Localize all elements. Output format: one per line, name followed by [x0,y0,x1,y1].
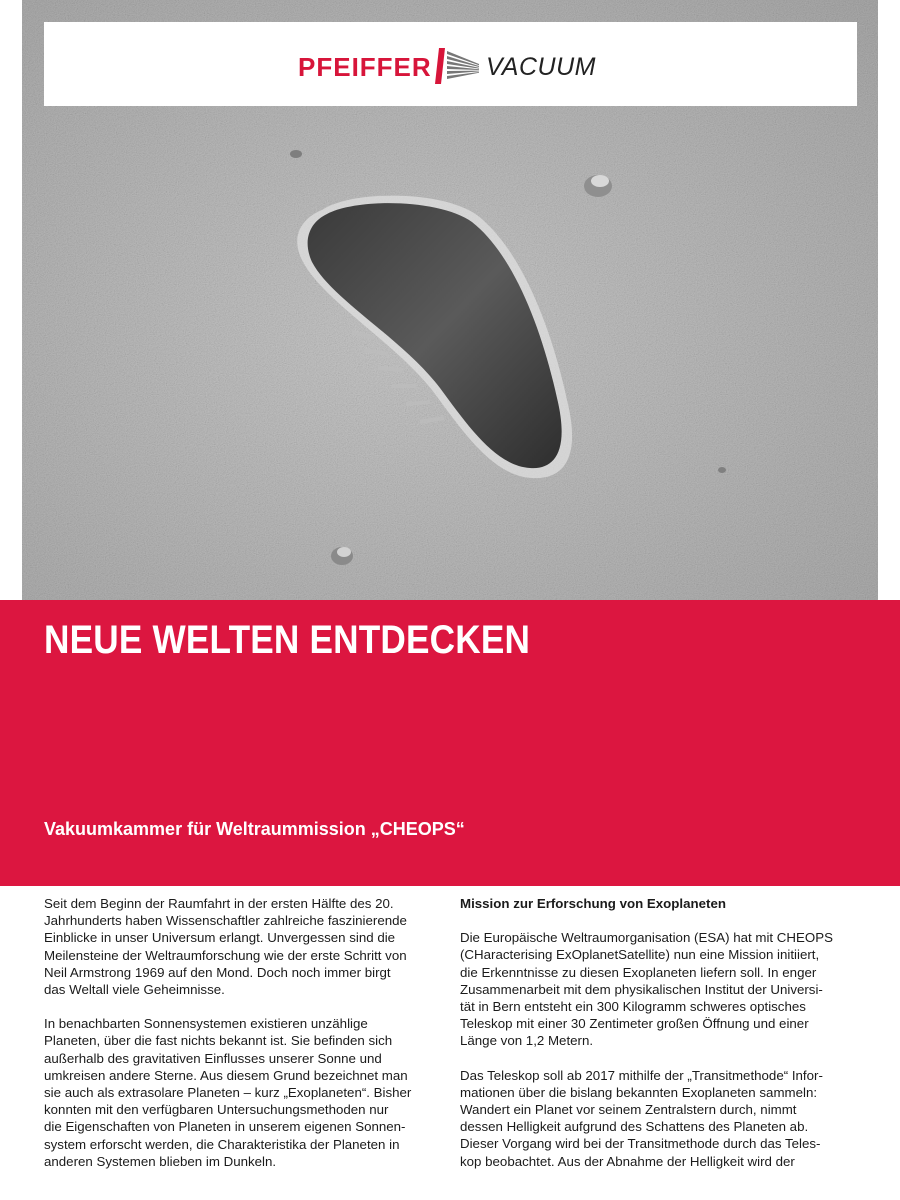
page-subtitle: Vakuumkammer für Weltraummission „CHEOPS“ [44,819,465,839]
section-heading: Mission zur Erforschung von Exoplaneten [460,896,726,911]
text-line: dessen Helligkeit aufgrund des Schattens des Planeten ab. [460,1119,809,1135]
text-line: umkreisen andere Sterne. Aus diesem Grund bezeichnet man [44,1067,408,1083]
body-column-right [460,895,860,1170]
text-line: Einblicke in unser Universum erlangt. Unvergessen sind die [44,930,396,946]
page-title: NEUE WELTEN ENTDECKEN [44,618,531,662]
text-line: Teleskop mit einer 30 Zentimeter großen Öffnung und einer [460,1016,809,1032]
text-line: Meilensteine der Weltraumforschung wie der erste Schritt von [44,947,407,963]
paragraph [460,1067,860,1170]
text-line: kop beobachtet. Aus der Abnahme der Helligkeit wird der [460,1153,795,1169]
text-line: die Erkenntnisse zu diesen Exoplaneten liefern soll. In enger [460,964,817,980]
paragraph [44,1015,444,1170]
text-line: das Weltall viele Geheimnisse. [44,982,225,998]
text-line: tät in Bern entsteht ein 300 Kilogramm schweres optisches [460,999,806,1015]
text-line: mationen über die bislang bekannten Exoplaneten sammeln: [460,1084,818,1100]
text-line: Jahrhunderts haben Wissenschaftler zahlreiche faszinierende [44,913,407,929]
text-line: konnten mit den verfügbaren Untersuchungsmethoden nur [44,1102,389,1118]
text-line: anderen Systemen blieben im Dunkeln. [44,1153,277,1169]
text-line: Planeten, über die fast nichts bekannt ist. Sie befinden sich [44,1033,393,1049]
text-line: Dieser Vorgang wird bei der Transitmethode durch das Teles- [460,1136,821,1152]
text-line: (CHaracterising ExOplanetSatellite) nun eine Mission initiiert, [460,947,820,963]
brand-name-left: PFEIFFER [298,52,432,82]
text-line: Seit dem Beginn der Raumfahrt in der ersten Hälfte des 20. [44,896,394,911]
body-column-left [44,895,444,1170]
paragraph [44,895,444,998]
brand-logo [298,46,608,86]
text-line: Die Europäische Weltraumorganisation (ESA) hat mit CHEOPS [460,930,833,946]
text-line: In benachbarten Sonnensystemen existieren unzählige [44,1016,368,1032]
paragraph [460,929,860,1049]
text-line: außerhalb des gravitativen Einflusses unserer Sonne und [44,1050,382,1066]
text-line: Zusammenarbeit mit dem physikalischen Institut der Universi- [460,981,823,997]
text-line: Das Teleskop soll ab 2017 mithilfe der „Transitmethode“ Infor- [460,1067,823,1083]
text-line: die Eigenschaften von Planeten in unserem eigenen Sonnen- [44,1119,406,1135]
text-line: sie auch als extrasolare Planeten – kurz „Exoplaneten“. Bisher [44,1085,412,1101]
text-line: system erforscht werden, die Charakteristika der Planeten in [44,1136,400,1152]
brand-name-right: VACUUM [486,53,596,81]
text-line: Wandert ein Planet vor seinem Zentralstern durch, nimmt [460,1102,797,1118]
text-line: Länge von 1,2 Metern. [460,1033,594,1049]
text-line: Neil Armstrong 1969 auf den Mond. Doch noch immer birgt [44,964,391,980]
logo-bar [44,22,857,106]
brand-swoosh-icon [435,46,481,86]
